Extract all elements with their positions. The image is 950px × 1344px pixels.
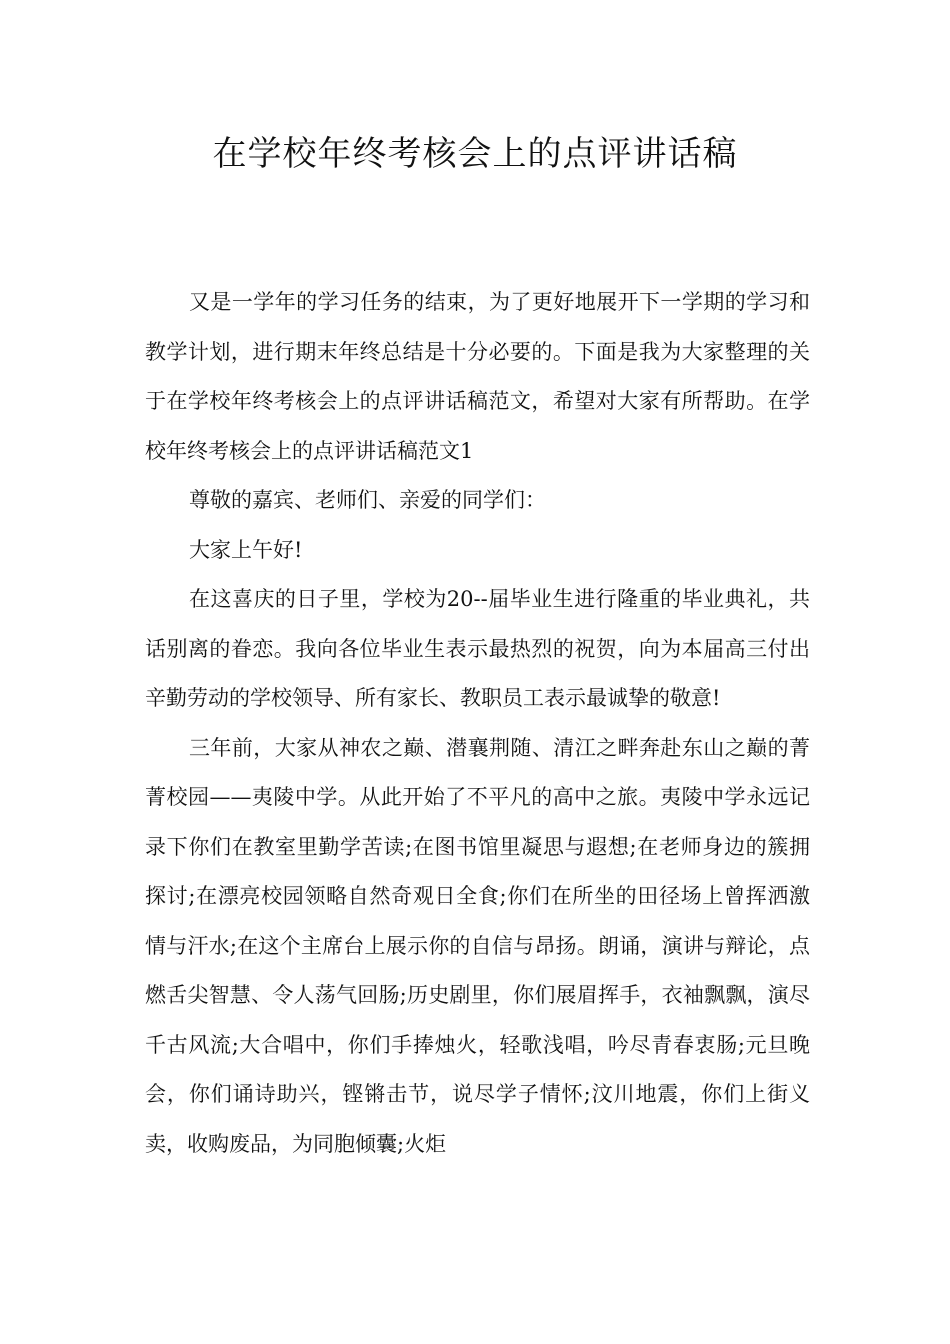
paragraph-greeting: 大家上午好! (189, 537, 303, 562)
paragraph-memories: 三年前，大家从神农之巅、潜襄荆随、清江之畔奔赴东山之巅的菁菁校园——夷陵中学。从此开始了不平凡的高中之旅。夷陵中学永远记录下你们在教室里勤学苦读;在图书馆里凝思与遐想;在老师身边的簇拥探讨;在漂亮校园领略自然奇观日全食;你们在所坐的田径场上曾挥洒激情与汗水;在这个主席台上展示你的自信与昂扬。朗诵，演讲与辩论，点燃舌尖智慧、令人荡气回肠;历史剧里，你们展眉挥手，衣袖飘飘，演尽千古风流;大合唱中，你们手捧烛火，轻歌浅唱，吟尽青春衷肠;元旦晚会，你们诵诗助兴，铿锵击节，说尽学子情怀;汶川地震，你们上街义卖，收购废品，为同胞倾囊;火炬 (145, 735, 810, 1156)
paragraph-intro: 又是一学年的学习任务的结束，为了更好地展开下一学期的学习和教学计划，进行期末年终总结是十分必要的。下面是我为大家整理的关于在学校年终考核会上的点评讲话稿范文，希望对大家有所帮助。在学校年终考核会上的点评讲话稿范文1 (145, 290, 810, 463)
paragraph-congratulations: 在这喜庆的日子里，学校为20--届毕业生进行隆重的毕业典礼，共话别离的眷恋。我向各位毕业生表示最热烈的祝贺，向为本届高三付出辛勤劳动的学校领导、所有家长、教职员工表示最诚挚的敬意! (145, 587, 810, 710)
document-body (145, 278, 810, 1169)
paragraph-salutation: 尊敬的嘉宾、老师们、亲爱的同学们： (189, 488, 546, 512)
document-title: 在学校年终考核会上的点评讲话稿 (212, 134, 738, 174)
